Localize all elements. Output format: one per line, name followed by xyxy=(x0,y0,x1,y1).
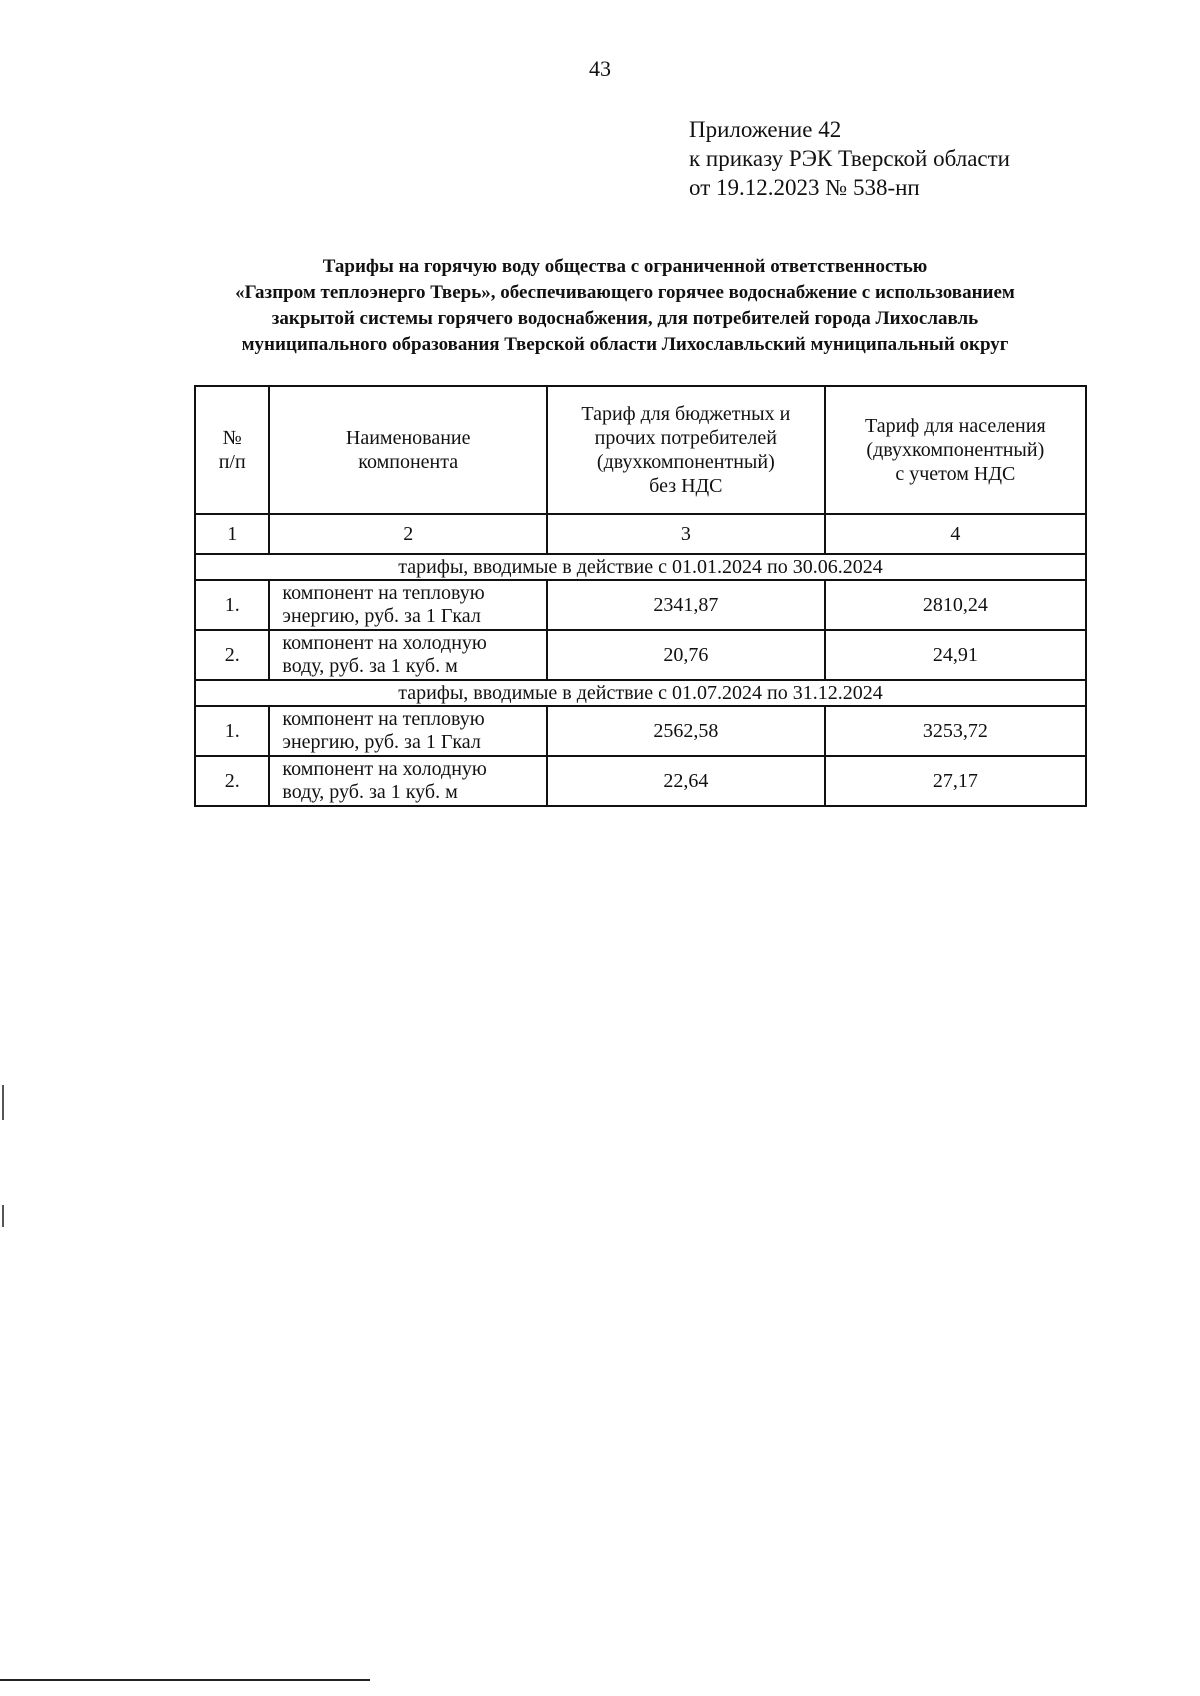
period-row xyxy=(195,554,1086,580)
title-line: «Газпром теплоэнерго Тверь», обеспечивающего горячее водоснабжение с использованием xyxy=(235,282,1015,303)
appendix-reference xyxy=(689,115,1010,202)
row-population-value: 24,91 xyxy=(825,630,1086,680)
header-num: № п/п xyxy=(195,386,269,514)
page-number: 43 xyxy=(589,56,611,81)
appendix-line: от 19.12.2023 № 538-нп xyxy=(689,175,920,200)
period-row xyxy=(195,680,1086,706)
table-header-row xyxy=(195,386,1086,514)
row-budget-value: 22,64 xyxy=(547,756,825,806)
table-row xyxy=(195,756,1086,806)
column-number-row xyxy=(195,514,1086,554)
row-budget-value: 2562,58 xyxy=(547,706,825,756)
header-budget-tariff: Тариф для бюджетных и прочих потребителей (двухкомпонентный) без НДС xyxy=(547,386,825,514)
row-num: 2. xyxy=(195,630,269,680)
row-component-name: компонент на тепловую энергию, руб. за 1 Гкал xyxy=(269,706,547,756)
row-population-value: 2810,24 xyxy=(825,580,1086,630)
scan-margin-mark xyxy=(2,1085,4,1120)
row-component-name: компонент на тепловую энергию, руб. за 1 Гкал xyxy=(269,580,547,630)
tariff-table xyxy=(194,385,1087,807)
period-label: тарифы, вводимые в действие с 01.01.2024 по 30.06.2024 xyxy=(195,554,1086,580)
row-num: 2. xyxy=(195,756,269,806)
title-line: Тарифы на горячую воду общества с ограниченной ответственностью xyxy=(322,256,928,277)
row-component-name: компонент на холодную воду, руб. за 1 куб. м xyxy=(269,756,547,806)
header-name: Наименование компонента xyxy=(269,386,547,514)
table-row xyxy=(195,630,1086,680)
header-population-tariff: Тариф для населения (двухкомпонентный) с учетом НДС xyxy=(825,386,1086,514)
row-component-name: компонент на холодную воду, руб. за 1 куб. м xyxy=(269,630,547,680)
table-row xyxy=(195,706,1086,756)
scan-bottom-line xyxy=(0,1679,370,1681)
column-number: 3 xyxy=(547,514,825,554)
column-number: 1 xyxy=(195,514,269,554)
row-population-value: 3253,72 xyxy=(825,706,1086,756)
appendix-line: Приложение 42 xyxy=(689,117,842,142)
document-title xyxy=(150,254,1100,358)
row-budget-value: 2341,87 xyxy=(547,580,825,630)
title-line: закрытой системы горячего водоснабжения, для потребителей города Лихославль xyxy=(271,308,979,329)
period-label: тарифы, вводимые в действие с 01.07.2024 по 31.12.2024 xyxy=(195,680,1086,706)
table-row xyxy=(195,580,1086,630)
column-number: 2 xyxy=(269,514,547,554)
row-budget-value: 20,76 xyxy=(547,630,825,680)
title-line: муниципального образования Тверской области Лихославльский муниципальный округ xyxy=(241,334,1009,355)
appendix-line: к приказу РЭК Тверской области xyxy=(689,146,1010,171)
row-num: 1. xyxy=(195,706,269,756)
column-number: 4 xyxy=(825,514,1086,554)
row-population-value: 27,17 xyxy=(825,756,1086,806)
scan-margin-mark xyxy=(2,1205,4,1227)
row-num: 1. xyxy=(195,580,269,630)
